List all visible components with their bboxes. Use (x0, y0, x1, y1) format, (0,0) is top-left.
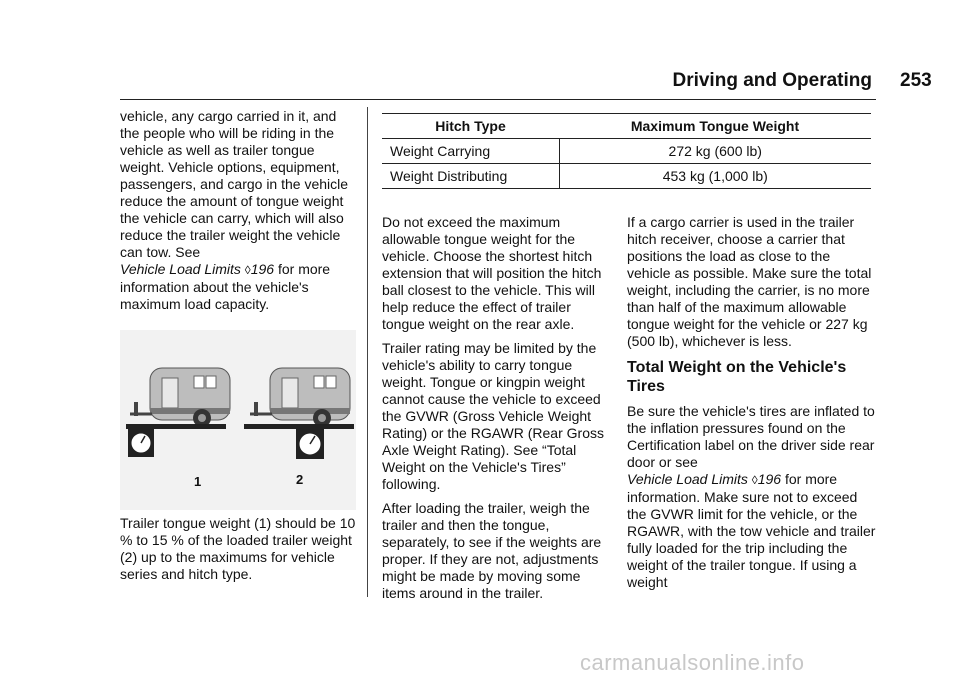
table-header-hitch-type: Hitch Type (382, 114, 559, 139)
figure-label-2: 2 (296, 472, 304, 487)
tongue-weight-paragraph: vehicle, any cargo carried in it, and the people who will be riding in the vehicle as well as trailer tongue weight. Vehicle options, equipment, passengers, and cargo in the vehicle reduce the amount of tongue weight the vehicle can carry, which will also reduce the trailer weight the vehicle can tow. See Vehicle Load Limits ◊196 for more information about the vehicle's maximum load capacity. (120, 108, 349, 312)
page-ref-icon: ◊ (244, 263, 251, 277)
table-header-row (382, 114, 871, 139)
section-subheading: Total Weight on the Vehicle's Tires (627, 359, 847, 395)
paragraph: If a cargo carrier is used in the trailer hitch receiver, choose a carrier that positions the load as close to the vehicle as possible. Make sure the total weight, including the carrier, is no more than half of the maximum allowable tongue weight for the vehicle or 227 kg (500 lb), whichever is less. (627, 214, 872, 349)
column-2 (382, 214, 614, 609)
table-row (382, 164, 871, 189)
page-number: 253 (900, 70, 932, 91)
table-header-max-tongue-weight: Maximum Tongue Weight (559, 114, 871, 139)
paragraph: Be sure the vehicle's tires are inflated to the inflation pressures found on the Certification label on the driver side rear door or see Vehicle Load Limits ◊196 for more information. Make sure not to exceed the GVWR limit for the vehicle, or the RGAWR, with the tow vehicle and trailer fully loaded for the trip including the weight of the trailer tongue. If using a weight (627, 403, 876, 590)
table-cell: Weight Carrying (382, 139, 559, 164)
column-1 (120, 108, 356, 320)
page-ref-number[interactable]: 196 (250, 261, 275, 277)
figure-caption: Trailer tongue weight (1) should be 10 % to 15 % of the loaded trailer weight (2) up to the maximums for vehicle series and hitch type. (120, 515, 356, 582)
paragraph: After loading the trailer, weigh the trailer and then the tongue, separately, to see if the weights are proper. If they are not, adjustments might be made by moving some items around in the trailer. (382, 500, 602, 601)
figure-label-1: 1 (194, 474, 202, 489)
table-cell: Weight Distributing (382, 164, 559, 189)
header-rule (120, 99, 876, 100)
table-row (382, 139, 871, 164)
paragraph: Do not exceed the maximum allowable tongue weight for the vehicle. Choose the shortest hitch extension that will position the hitch ball closest to the vehicle. This will help reduce the effect of trailer tongue weight on the rear axle. (382, 214, 602, 332)
tongue-weight-table (382, 113, 871, 189)
trailer-scales-illustration (120, 330, 356, 510)
page-ref-icon: ◊ (751, 473, 758, 487)
vehicle-load-limits-link[interactable]: Vehicle Load Limits (120, 261, 241, 277)
table-cell: 453 kg (1,000 lb) (559, 164, 871, 189)
column-3 (627, 214, 877, 598)
table-cell: 272 kg (600 lb) (559, 139, 871, 164)
figure-caption-block (120, 515, 356, 590)
column-divider (367, 107, 368, 597)
page-ref-number[interactable]: 196 (757, 471, 782, 487)
tongue-weight-figure (120, 330, 356, 510)
section-title: Driving and Operating (672, 70, 872, 91)
watermark: carmanualsonline.info (580, 650, 805, 675)
vehicle-load-limits-link[interactable]: Vehicle Load Limits (627, 471, 748, 487)
paragraph: Trailer rating may be limited by the vehicle's ability to carry tongue weight. Tongue or kingpin weight cannot cause the vehicle to exceed the GVWR (Gross Vehicle Weight Rating) or the RGAWR (Rear Gross Axle Weight Rating). See “Total Weight on the Vehicle's Tires” following. (382, 340, 604, 492)
